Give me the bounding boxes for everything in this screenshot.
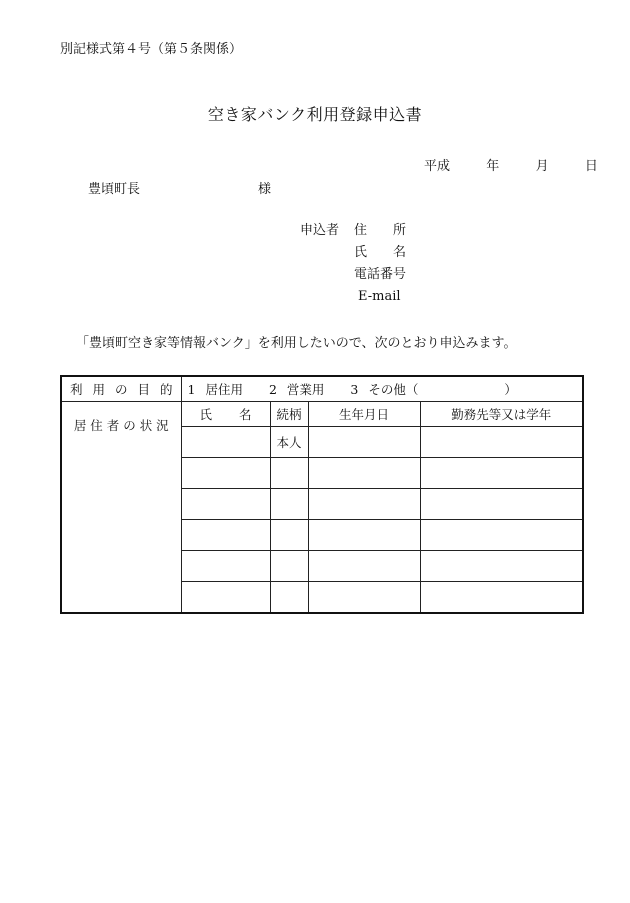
option-text: その他（	[368, 382, 419, 397]
resident-birth-cell[interactable]	[308, 489, 420, 520]
purpose-label-char: 利	[70, 382, 83, 397]
column-relation: 続柄	[270, 402, 308, 427]
phone-label: 電話番号	[354, 267, 407, 282]
purpose-label-char: 用	[92, 382, 105, 397]
resident-work-cell[interactable]	[420, 489, 583, 520]
resident-birth-cell[interactable]	[308, 458, 420, 489]
resident-relation-cell: 本人	[270, 427, 308, 458]
resident-name-cell[interactable]	[181, 520, 270, 551]
spacer	[300, 242, 354, 264]
resident-birth-cell[interactable]	[308, 551, 420, 582]
column-name-char: 名	[238, 407, 252, 422]
resident-relation-cell[interactable]	[270, 458, 308, 489]
purpose-row	[61, 376, 583, 402]
spacer	[300, 286, 354, 308]
resident-name-cell[interactable]	[181, 458, 270, 489]
purpose-options[interactable]	[181, 376, 583, 402]
resident-name-cell[interactable]	[181, 582, 270, 614]
option-number: 2	[268, 382, 277, 397]
resident-birth-cell[interactable]	[308, 520, 420, 551]
recipient-honorific: 様	[258, 182, 272, 197]
application-statement: 「豊頃町空き家等情報バンク」を利用したいので、次のとおり申込みます。	[76, 336, 517, 351]
resident-relation-cell[interactable]	[270, 582, 308, 614]
resident-name-cell[interactable]	[181, 427, 270, 458]
purpose-label-char: の	[114, 382, 128, 397]
applicant-email-row	[300, 286, 418, 308]
purpose-label	[61, 376, 181, 402]
date-era: 平成	[424, 159, 451, 174]
option-number: 1	[187, 382, 196, 397]
resident-work-cell[interactable]	[420, 458, 583, 489]
date-month: 月	[535, 159, 549, 174]
recipient-name: 豊頃町長	[88, 182, 141, 197]
purpose-label-char: 的	[159, 382, 173, 397]
date-day: 日	[584, 159, 598, 174]
option-text: 営業用	[286, 382, 325, 397]
applicant-label: 申込者	[300, 223, 340, 238]
column-name-char: 氏	[199, 407, 213, 422]
resident-birth-cell[interactable]	[308, 427, 420, 458]
address-label-char: 住	[354, 223, 368, 238]
address-label	[354, 220, 406, 242]
address-label-char: 所	[392, 223, 406, 238]
purpose-option-business[interactable]	[269, 382, 324, 397]
resident-name-cell[interactable]	[181, 489, 270, 520]
recipient-line	[88, 178, 271, 197]
resident-work-cell[interactable]	[420, 551, 583, 582]
resident-work-cell[interactable]	[420, 427, 583, 458]
resident-relation-cell[interactable]	[270, 520, 308, 551]
name-label-char: 氏	[354, 245, 368, 260]
spacer	[300, 264, 354, 286]
resident-work-cell[interactable]	[420, 582, 583, 614]
option-number: 3	[350, 382, 359, 397]
resident-relation-cell[interactable]	[270, 489, 308, 520]
purpose-label-char: 目	[137, 382, 150, 397]
email-label: E-mail	[358, 289, 401, 304]
resident-work-cell[interactable]	[420, 520, 583, 551]
date-year: 年	[486, 159, 500, 174]
column-workplace: 勤務先等又は学年	[420, 402, 583, 427]
name-label-char: 名	[392, 245, 406, 260]
applicant-address-row	[300, 220, 418, 242]
form-reference: 別記様式第４号（第５条関係）	[60, 42, 243, 57]
application-table	[60, 375, 584, 614]
applicant-name-row	[300, 242, 418, 264]
column-birthdate: 生年月日	[308, 402, 420, 427]
resident-birth-cell[interactable]	[308, 582, 420, 614]
date-line	[424, 155, 598, 174]
name-label	[354, 242, 406, 264]
other-close-paren: ）	[504, 382, 517, 397]
purpose-option-other[interactable]	[350, 382, 418, 397]
purpose-option-residential[interactable]	[188, 382, 243, 397]
column-name	[181, 402, 270, 427]
resident-relation-cell[interactable]	[270, 551, 308, 582]
residents-header-row	[61, 402, 583, 427]
option-text: 居住用	[205, 382, 243, 397]
document-title: 空き家バンク利用登録申込書	[207, 105, 423, 124]
residents-label: 居 住 者 の 状 況	[61, 402, 181, 614]
applicant-block	[300, 220, 418, 308]
resident-name-cell[interactable]	[181, 551, 270, 582]
applicant-phone-row	[300, 264, 418, 286]
